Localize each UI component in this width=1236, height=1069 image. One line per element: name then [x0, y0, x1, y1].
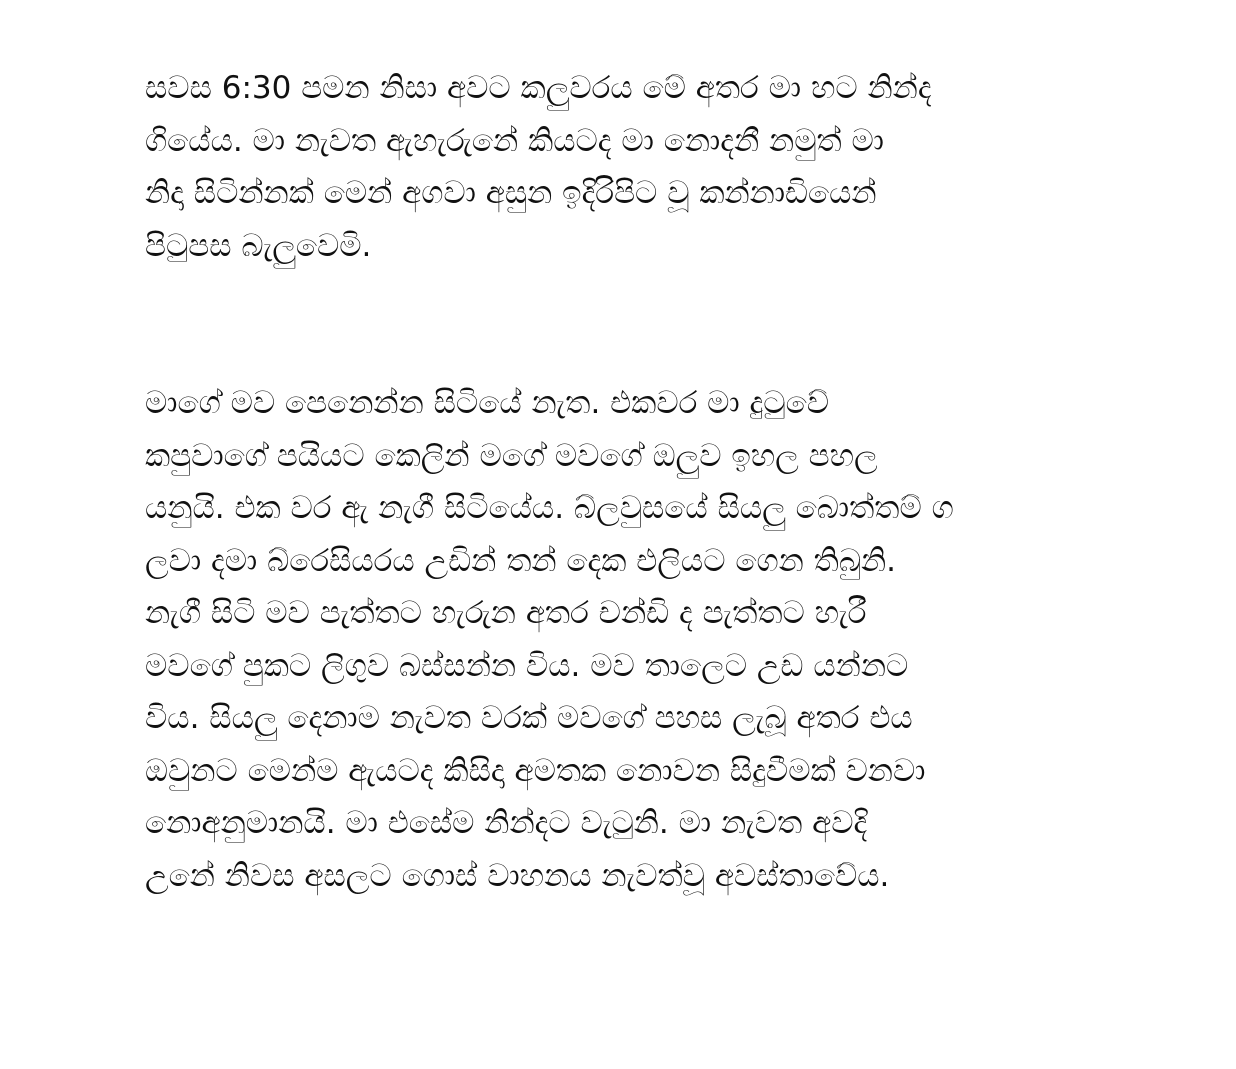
- text-line: ගියේය. මා නැවත ඇහැරුනේ කියටද මා නොදනී නමුත් මා: [145, 122, 885, 159]
- text-line: විය. සියලු දෙනාම නැවත වරක් මවගේ පහස ලැබූ අතර එය: [145, 700, 913, 736]
- text-line: නිදා සිටින්නක් මෙන් අගවා අසුන ඉදිරිපිට වූ කන්නාඩියෙන්: [145, 175, 877, 211]
- text-line: පිටුපස බැලුවෙමි.: [145, 227, 372, 264]
- text-line: යනුයි. එක වර ඇ නැගී සිටියේය. බ්ලවුසයේ සියලු බොත්තම් ග: [145, 490, 954, 526]
- text-line: කපුවාගේ පයියට කෙලින් මගේ මවගේ ඔලුව ඉහල පහල: [145, 437, 878, 474]
- text-line: උනේ නිවස අසලට ගොස් වාහනය නැවත්වූ අවස්තාවේය.: [145, 857, 890, 894]
- text-line: නොඅනුමානයි. මා එසේම නින්දට වැටුනි. මා නැවත අවදි: [145, 805, 868, 841]
- text-line: ඔවුනට මෙන්ම ඇයටද කිසිදා අමතක නොවන සිදුවීමක් වනවා: [145, 752, 926, 789]
- text-line: මවගේ පුකට ලිගුව බස්සන්න විය. මව තාලෙට උඩ යන්නට: [145, 647, 909, 684]
- text-line: නැගී සිටි මව පැත්තට හැරුන අතර චන්ඩි ද පැත්තට හැරී: [145, 595, 867, 631]
- paragraph-1: [145, 62, 1145, 272]
- text-line: මාගේ මව පෙනෙන්න සිටියේ නැත. එකවර මා දුටුවේ: [145, 385, 829, 421]
- document-page: [145, 62, 1145, 902]
- text-line: සවස 6:30 පමන නිසා අවට කලුවරය මේ අතර මා හට නින්ද: [145, 70, 932, 106]
- paragraph-2: [145, 377, 1145, 902]
- text-line: ලවා දමා බ්රෙසියරය උඩින් තන් දෙක එලියට ගෙන තිබුනි.: [145, 542, 897, 579]
